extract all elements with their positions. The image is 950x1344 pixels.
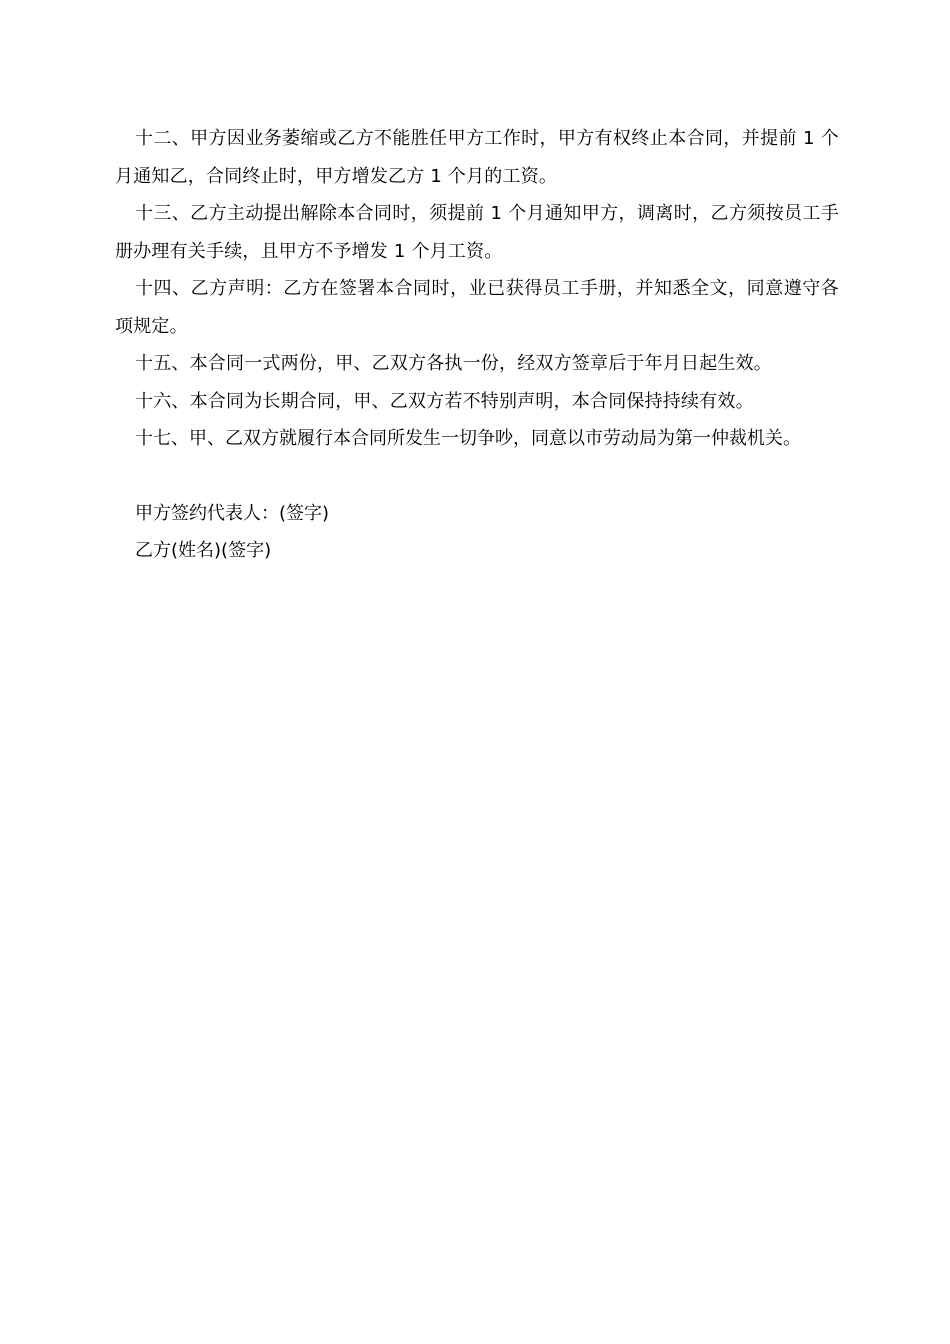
clause-14: 十四、乙方声明：乙方在签署本合同时，业已获得员工手册，并知悉全文，同意遵守各项规定。 (115, 278, 839, 337)
clause-13: 十三、乙方主动提出解除本合同时，须提前 1 个月通知甲方，调离时，乙方须按员工手册办理有关手续，且甲方不予增发 1 个月工资。 (115, 203, 839, 262)
party-b-signature-line: 乙方(姓名)(签字) (135, 540, 272, 561)
signature-block (115, 495, 839, 570)
clause-17: 十七、甲、乙双方就履行本合同所发生一切争吵，同意以市劳动局为第一仲裁机关。 (135, 428, 801, 449)
clause-16: 十六、本合同为长期合同，甲、乙双方若不特别声明，本合同保持持续有效。 (135, 390, 754, 412)
contract-body (115, 120, 839, 570)
party-a-signature-line: 甲方签约代表人：(签字) (135, 502, 330, 524)
clause-12: 十二、甲方因业务萎缩或乙方不能胜任甲方工作时，甲方有权终止本合同，并提前 1 个月通知乙，合同终止时，甲方增发乙方 1 个月的工资。 (115, 128, 839, 187)
clause-15: 十五、本合同一式两份，甲、乙双方各执一份，经双方签章后于年月日起生效。 (135, 353, 772, 374)
